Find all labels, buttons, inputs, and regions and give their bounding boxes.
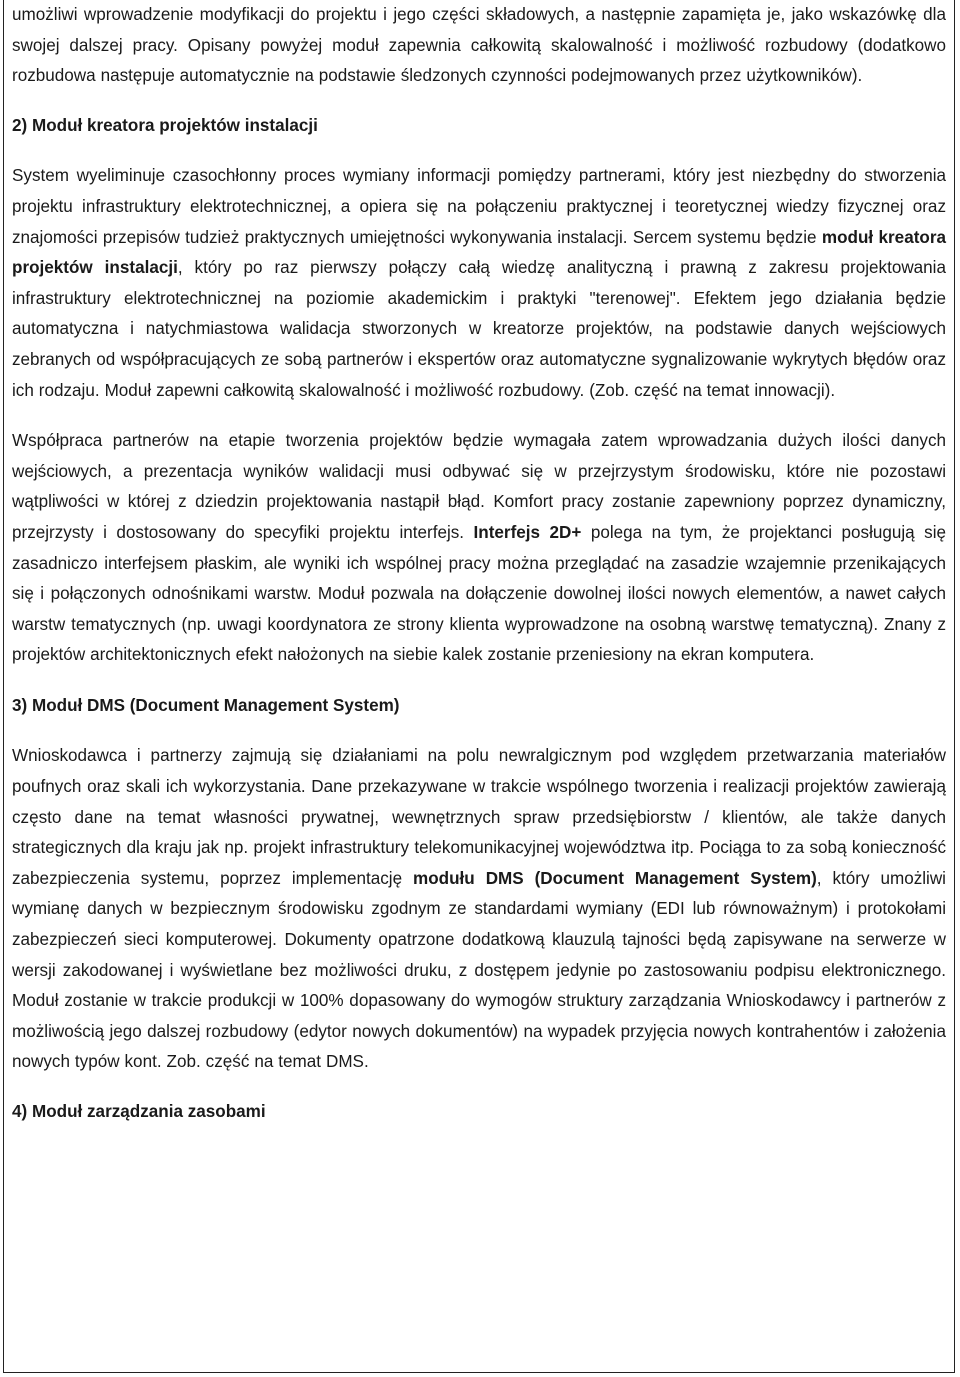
spacer	[12, 141, 946, 161]
text-run: polega na tym, że projektanci posługują się zasadniczo interfejsem płaskim, ale wyniki ich wspólnej pracy można przeglądać na zasadzie wzajemnie przenikających się i połączonych odnośnikami warstw. Moduł pozwala na dołączenie dowolnej ilości nowych elementów, a nawet całych warstw tematycznych (np. uwagi koordynatora ze strony klienta wyprowadzone na osobną warstwę tematyczną). Znany z projektów architektonicznych efekt nałożonych na siebie kalek zostanie przeniesiony na ekran komputera.	[12, 522, 947, 665]
document-page	[3, 0, 955, 1373]
section-2-heading: 2) Moduł kreatora projektów instalacji	[12, 115, 318, 135]
text-run: , który umożliwi wymianę danych w bezpiecznym środowisku zgodnym ze standardami wymiany (EDI lub równoważnym) i protokołami zabezpieczeń sieci komputerowej. Dokumenty opatrzone dodatkową klauzulą tajności będą zapisywane na serwerze w wersji zakodowanej i wyświetlane bez możliwości druku, z dostępem jedynie po zastosowaniu podpisu elektronicznego. Moduł zostanie w trakcie produkcji w 100% dopasowany do wymogów struktury zarządzania Wnioskodawcy i partnerów z możliwością jego dalszej rozbudowy (edytor nowych dokumentów) na wypadek przyjęcia nowych kontrahentów i założenia nowych typów kont. Zob. część na temat DMS.	[12, 868, 946, 1072]
spacer	[12, 671, 946, 691]
spacer	[12, 406, 946, 426]
spacer	[12, 92, 946, 111]
section-2-paragraph-2	[12, 426, 946, 671]
section-3-paragraph-1	[12, 741, 946, 1078]
intro-paragraph: umożliwi wprowadzenie modyfikacji do projektu i jego części składowych, a następnie zapamięta je, jako wskazówkę dla swojej dalszej pracy. Opisany powyżej moduł zapewnia całkowitą skalowalność i możliwość rozbudowy (dodatkowo rozbudowa następuje automatycznie na podstawie śledzonych czynności podejmowanych przez użytkowników).	[12, 5, 946, 86]
section-2-paragraph-1	[12, 161, 946, 406]
bold-term-interfejs: Interfejs 2D+	[473, 522, 582, 542]
document-body	[12, 0, 946, 1128]
spacer	[12, 1078, 946, 1097]
section-3-heading: 3) Moduł DMS (Document Management System)	[12, 695, 400, 715]
text-run: Wnioskodawca i partnerzy zajmują się działaniami na polu newralgicznym pod względem przetwarzania materiałów poufnych oraz skali ich wykorzystania. Dane przekazywane w trakcie wspólnego tworzenia i realizacji projektów zawierają często dane na temat własności prywatnej, wewnętrznych spraw przedsiębiorstw / klientów, ale także danych strategicznych dla kraju jak np. projekt infrastruktury telekomunikacyjnej województwa itp. Pociąga to za sobą konieczność zabezpieczenia systemu, poprzez implementację	[12, 746, 946, 888]
text-run: System wyeliminuje czasochłonny proces wymiany informacji pomiędzy partnerami, który jest niezbędny do stworzenia projektu infrastruktury elektrotechnicznej, a opiera się na połączeniu praktycznej i teoretycznej wiedzy fizycznej oraz znajomości przepisów tudzież praktycznych umiejętności wykonywania instalacji. Sercem systemu będzie	[12, 166, 946, 247]
bold-term-kreator: moduł kreatora projektów instalacji	[12, 227, 946, 278]
text-run: , który po raz pierwszy połączy całą wiedzę analityczną i prawną z zakresu projektowania infrastruktury elektrotechnicznej na poziomie akademickim i praktyki "terenowej". Efektem jego działania będzie automatyczna i natychmiastowa walidacja stworzonych w kreatorze projektów, na podstawie danych wejściowych zebranych od współpracujących ze sobą partnerów i ekspertów oraz automatyczne sygnalizowanie wykrytych błędów oraz ich rodzaju. Moduł zapewni całkowitą skalowalność i możliwość rozbudowy. (Zob. część na temat innowacji).	[12, 258, 946, 400]
bold-term-dms: modułu DMS (Document Management System)	[413, 868, 817, 888]
section-4-heading: 4) Moduł zarządzania zasobami	[12, 1102, 266, 1121]
spacer	[12, 721, 946, 741]
text-run: Współpraca partnerów na etapie tworzenia projektów będzie wymagała zatem wprowadzania dużych ilości danych wejściowych, a prezentacja wyników walidacji musi odbywać się w przejrzystym środowisku, które nie pozostawi wątpliwości w której z dziedzin projektowania nastąpił błąd. Komfort pracy zostanie zapewniony poprzez dynamiczny, przejrzysty i dostosowany do specyfiki projektu interfejs.	[12, 431, 946, 542]
